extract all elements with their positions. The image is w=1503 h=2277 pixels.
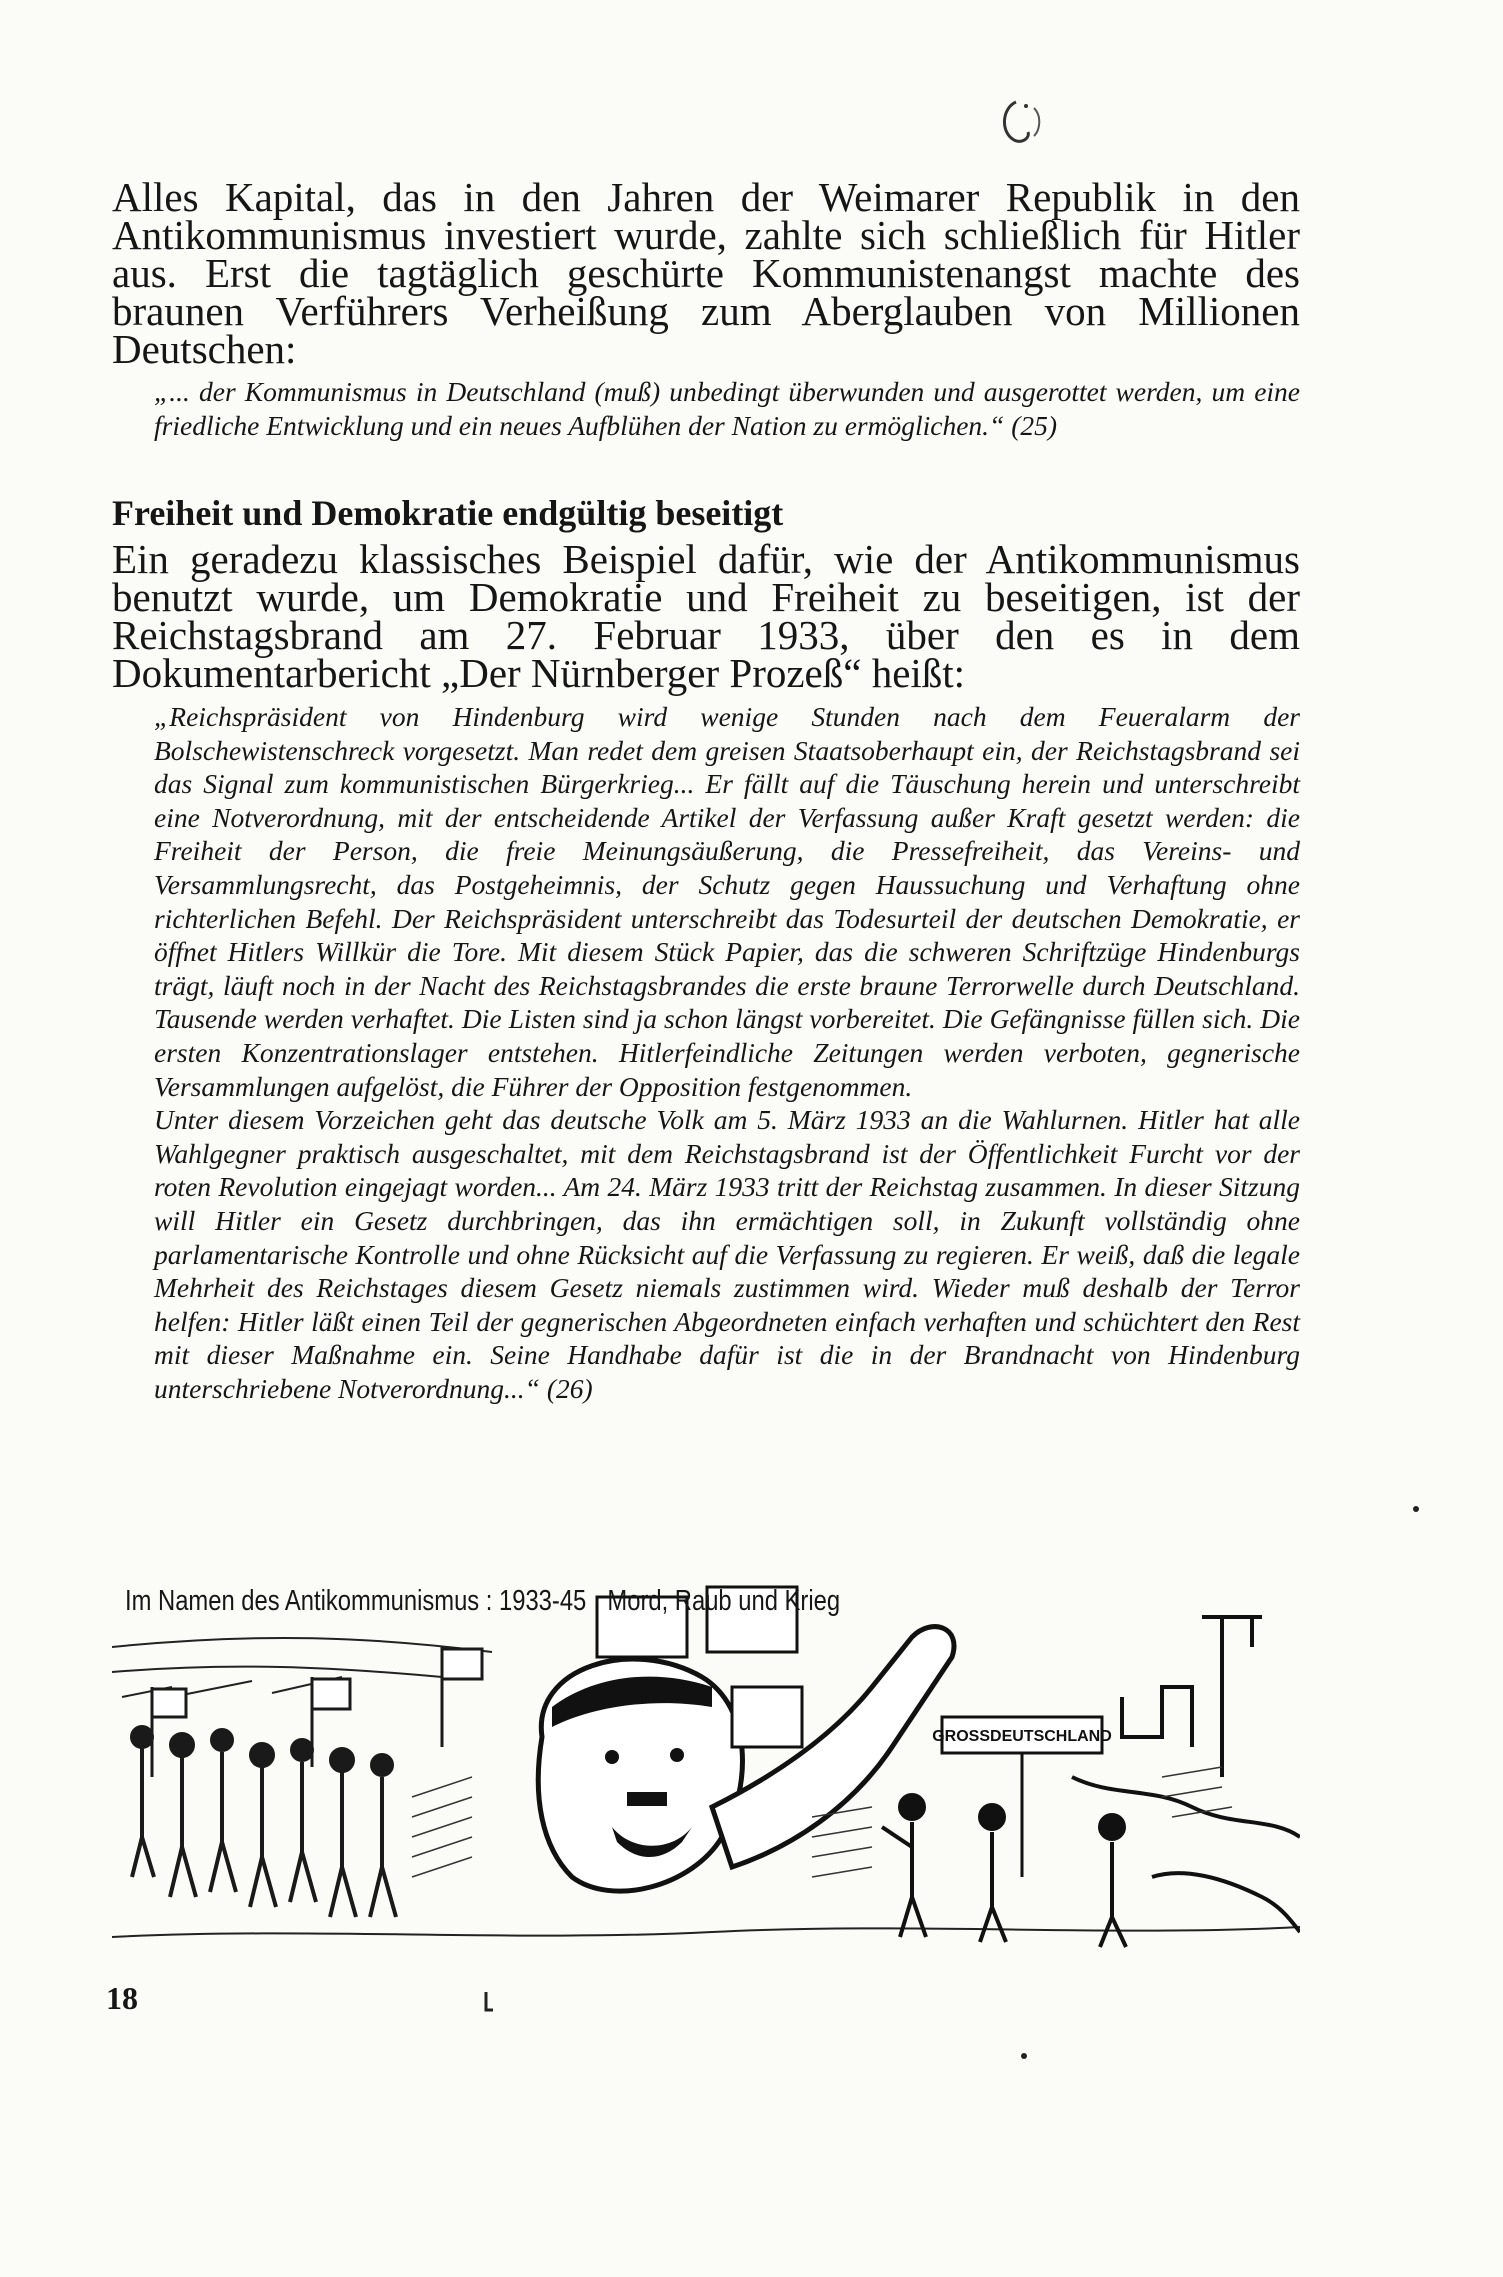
speck: [1020, 2052, 1028, 2060]
stray-mark: [478, 1990, 498, 2014]
page-number: 18: [106, 1980, 138, 2016]
section-heading: Freiheit und Demokratie endgültig beseitigt: [112, 493, 784, 533]
nuremberg-quote-part-1: „Reichspräsident von Hindenburg wird wenige Stunden nach dem Feueralarm der Bolschewistenschreck vorgesetzt. Man redet dem greisen Staatsoberhaupt ein, der Reichstagsbrand sei das Signal zum kommunistischen Bürgerkrieg... Er fällt auf die Täuschung herein und unterschreibt eine Notverordnung, mit der entscheidende Artikel der Verfassung außer Kraft gesetzt werden: die Freiheit der Person, die freie Meinungsäußerung, die Pressefreiheit, das Vereins- und Versammlungsrecht, das Postgeheimnis, der Schutz gegen Haussuchung und Verhaftung ohne richterlichen Befehl. Der Reichspräsident unterschreibt das Todesurteil der deutschen Demokratie, er öffnet Hitlers Willkür die Tore. Mit diesem Stück Papier, das die schweren Schriftzüge Hindenburgs trägt, läuft noch in der Nacht des Reichstagsbrandes die erste braune Terrorwelle durch Deutschland. Tausende werden verhaftet. Die Listen sind ja schon längst vorbereitet. Die Gefängnisse füllen sich. Die ersten Konzentrationslager entstehen. Hitlerfeindliche Zeitungen werden verboten, gegnerische Versammlungen aufgelöst, die Führer der Opposition festgenommen.: [154, 701, 1300, 1102]
intro-paragraph: Alles Kapital, das in den Jahren der Weimarer Republik in den Antikommunismus investiert wurde, zahlte sich schließlich für Hitler aus. Erst die tagtäglich geschürte Kommunistenangst machte des braunen Verführers Verheißung zum Aberglauben von Millionen Deutschen:: [112, 174, 1300, 372]
handwritten-mark: [988, 88, 1058, 158]
hitler-quote: „... der Kommunismus in Deutschland (muß) unbedingt überwunden und ausgerottet werden, um eine friedliche Entwicklung und ein neues Aufblühen der Nation zu ermöglichen.“ (25): [154, 376, 1300, 441]
cartoon-caption: Im Namen des Antikommunismus : 1933-45 · Mord, Raub und Krieg: [125, 1585, 841, 1617]
propaganda-cartoon: [112, 1577, 1300, 1960]
speck: [1412, 1505, 1420, 1513]
nuremberg-quote-part-2: Unter diesem Vorzeichen geht das deutsche Volk am 5. März 1933 an die Wahlurnen. Hitler hat alle Wahlgegner praktisch ausgeschaltet, mit dem Reichstagsbrand ist der Öffentlichkeit Furcht vor der roten Revolution eingejagt worden... Am 24. März 1933 tritt der Reichstag zusammen. In dieser Sitzung will Hitler ein Gesetz durchbringen, das ihn ermächtigen soll, in Zukunft vollständig ohne parlamentarische Kontrolle und ohne Rücksicht auf die Verfassung zu regieren. Er weiß, daß die legale Mehrheit des Reichstages diesem Gesetz niemals zustimmen wird. Wieder muß deshalb der Terror helfen: Hitler läßt einen Teil der gegnerischen Abgeordneten einfach verhaften und schüchtert den Rest mit dieser Maßnahme ein. Seine Handhabe dafür ist die in der Brandnacht von Hindenburg unterschriebene Notverordnung...“ (26): [154, 1104, 1300, 1404]
cartoon-sign-text: GROSSDEUTSCHLAND: [932, 1728, 1112, 1745]
body-paragraph: Ein geradezu klassisches Beispiel dafür, wie der Antikommunismus benutzt wurde, um Demokratie und Freiheit zu beseitigen, ist der Reichstagsbrand am 27. Februar 1933, über den es in dem Dokumentarbericht „Der Nürnberger Prozeß“ heißt:: [112, 536, 1300, 696]
nuremberg-quote: [154, 700, 1300, 1405]
